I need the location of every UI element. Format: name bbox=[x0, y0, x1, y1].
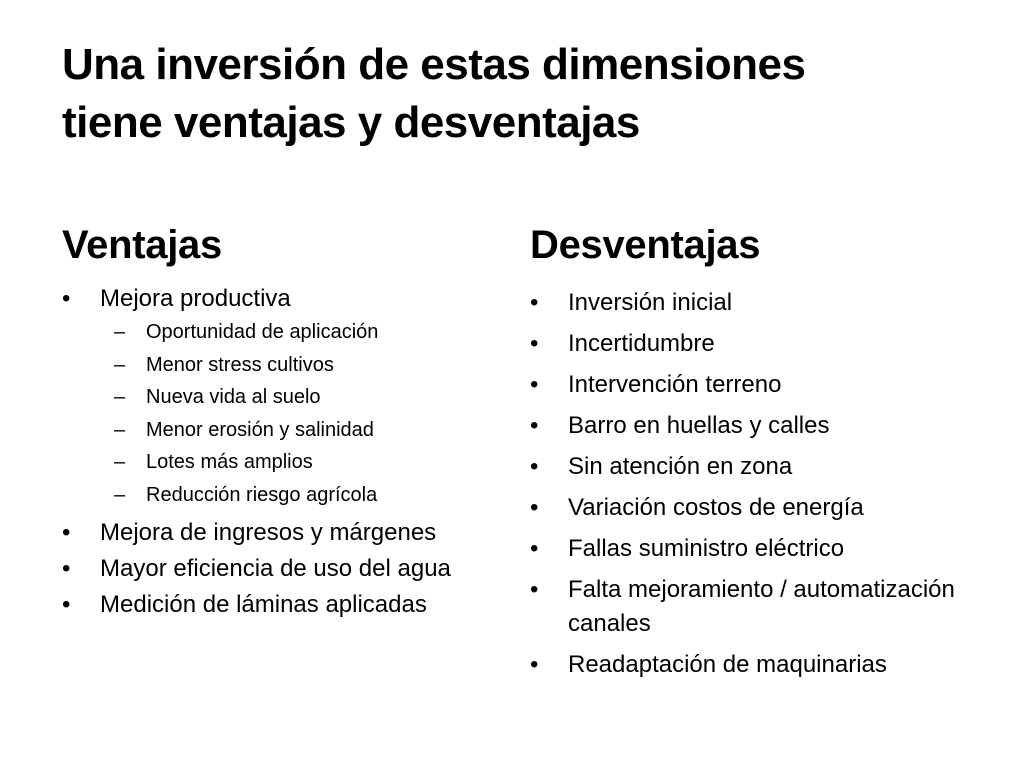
ventajas-item-text: Mejora productiva bbox=[100, 285, 291, 312]
bullet-icon: • bbox=[62, 554, 71, 582]
desventajas-item-text: Inversión inicial bbox=[568, 289, 733, 316]
bullet-icon: • bbox=[62, 285, 71, 312]
ventajas-item-text: Mayor eficiencia de uso del agua bbox=[100, 554, 451, 582]
ventajas-subitem bbox=[100, 479, 502, 512]
ventajas-subitem-text: Oportunidad de aplicación bbox=[146, 321, 379, 343]
ventajas-subitem-text: Menor erosión y salinidad bbox=[146, 418, 374, 441]
bullet-icon: • bbox=[530, 412, 539, 439]
ventajas-heading: Ventajas bbox=[62, 223, 222, 267]
desventajas-item bbox=[530, 368, 970, 402]
desventajas-item bbox=[530, 286, 970, 320]
bullet-icon: • bbox=[530, 289, 539, 316]
desventajas-item bbox=[530, 648, 970, 682]
slide-title bbox=[62, 36, 982, 152]
dash-icon: – bbox=[114, 451, 126, 474]
slide-title-line-1: Una inversión de estas dimensiones bbox=[62, 40, 806, 89]
desventajas-item bbox=[530, 532, 970, 566]
ventajas-subitem-text: Nueva vida al suelo bbox=[146, 386, 321, 409]
bullet-icon: • bbox=[62, 590, 71, 618]
dash-icon: – bbox=[114, 418, 126, 441]
dash-icon: – bbox=[114, 483, 126, 506]
bullet-icon: • bbox=[530, 535, 539, 562]
desventajas-heading: Desventajas bbox=[530, 223, 761, 267]
desventajas-item-text: Variación costos de energía bbox=[568, 494, 864, 521]
ventajas-subitem bbox=[100, 414, 502, 447]
desventajas-item-text: Incertidumbre bbox=[568, 330, 715, 357]
desventajas-item-text: Sin atención en zona bbox=[568, 453, 793, 480]
ventajas-item bbox=[62, 284, 502, 512]
ventajas-list bbox=[62, 284, 502, 620]
ventajas-subitem bbox=[100, 446, 502, 479]
desventajas-item-text: Barro en huellas y calles bbox=[568, 412, 830, 439]
desventajas-list bbox=[530, 286, 970, 682]
bullet-icon: • bbox=[62, 518, 71, 546]
ventajas-item bbox=[62, 518, 502, 548]
ventajas-column bbox=[62, 218, 502, 626]
ventajas-sublist bbox=[100, 316, 502, 512]
desventajas-column bbox=[530, 218, 970, 689]
desventajas-item bbox=[530, 409, 970, 443]
ventajas-subitem bbox=[100, 316, 502, 349]
ventajas-item bbox=[62, 590, 502, 620]
bullet-icon: • bbox=[530, 453, 539, 480]
desventajas-item bbox=[530, 450, 970, 484]
bullet-icon: • bbox=[530, 651, 539, 678]
ventajas-subitem-text: Reducción riesgo agrícola bbox=[146, 483, 378, 506]
dash-icon: – bbox=[114, 386, 126, 409]
ventajas-subitem bbox=[100, 381, 502, 414]
slide-title-line-2: tiene ventajas y desventajas bbox=[62, 98, 640, 147]
desventajas-item-text: Falta mejoramiento / automatización canales bbox=[568, 576, 955, 637]
desventajas-item bbox=[530, 573, 970, 641]
bullet-icon: • bbox=[530, 330, 539, 357]
ventajas-item-text: Mejora de ingresos y márgenes bbox=[100, 518, 437, 546]
desventajas-item-text: Readaptación de maquinarias bbox=[568, 651, 887, 678]
desventajas-item-text: Intervención terreno bbox=[568, 371, 782, 398]
desventajas-item-text: Fallas suministro eléctrico bbox=[568, 535, 845, 562]
desventajas-item bbox=[530, 491, 970, 525]
desventajas-item bbox=[530, 327, 970, 361]
dash-icon: – bbox=[114, 321, 126, 343]
ventajas-item-text: Medición de láminas aplicadas bbox=[100, 590, 427, 618]
bullet-icon: • bbox=[530, 494, 539, 521]
ventajas-subitem bbox=[100, 349, 502, 382]
dash-icon: – bbox=[114, 353, 126, 376]
ventajas-item bbox=[62, 554, 502, 584]
bullet-icon: • bbox=[530, 371, 539, 398]
ventajas-subitem-text: Menor stress cultivos bbox=[146, 353, 334, 376]
ventajas-subitem-text: Lotes más amplios bbox=[146, 451, 313, 474]
bullet-icon: • bbox=[530, 576, 539, 603]
